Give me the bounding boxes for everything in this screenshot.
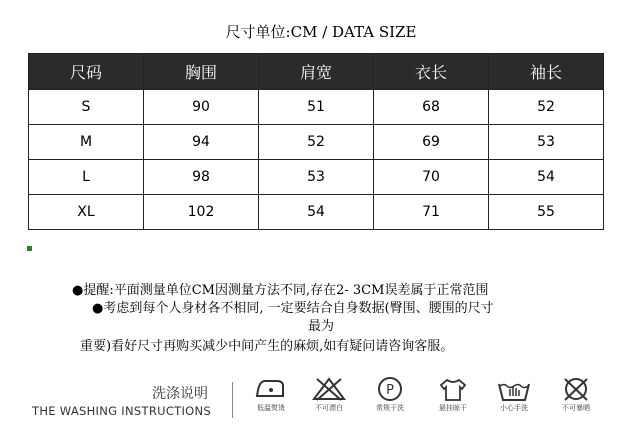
table-cell: 102 xyxy=(144,195,259,230)
care-label: 低温熨烫 xyxy=(257,404,285,412)
care-label: 不可漂白 xyxy=(315,404,343,412)
washing-title-en: THE WASHING INSTRUCTIONS xyxy=(32,404,212,418)
header-size: 尺码 xyxy=(29,54,144,90)
header-shoulder: 肩宽 xyxy=(259,54,374,90)
dry-clean-p-icon xyxy=(372,376,408,402)
table-cell: 69 xyxy=(374,125,489,160)
note-line-2: ●考虑到每个人身材各不相同, 一定要结合自身数据(臀围、腰围的尺寸 xyxy=(92,301,494,316)
table-row xyxy=(29,90,604,125)
table-cell: L xyxy=(29,160,144,195)
hang-dry-icon xyxy=(435,376,471,402)
table-cell: 70 xyxy=(374,160,489,195)
table-cell: 53 xyxy=(489,125,604,160)
note-line-1: ●提醒:平面测量单位CM因测量方法不同,存在2- 3CM误差属于正常范围 xyxy=(72,283,489,298)
page-title: 尺寸单位:CM / DATA SIZE xyxy=(225,23,417,41)
washing-title-cn: 洗涤说明 xyxy=(152,386,208,402)
table-cell: 94 xyxy=(144,125,259,160)
care-item-dry-clean xyxy=(358,376,422,413)
svg-text:P: P xyxy=(386,383,394,398)
table-cell: 52 xyxy=(259,125,374,160)
care-label: 小心手洗 xyxy=(500,404,528,412)
care-label: 常规干洗 xyxy=(376,404,404,412)
care-item-iron xyxy=(239,376,303,413)
no-bleach-icon xyxy=(311,376,347,402)
note-line-2b: 最为 xyxy=(307,319,334,334)
accent-dot xyxy=(27,246,32,251)
table-cell: 55 xyxy=(489,195,604,230)
iron-low-icon xyxy=(253,376,289,402)
divider xyxy=(232,382,233,418)
size-table xyxy=(28,53,604,230)
table-cell: 54 xyxy=(489,160,604,195)
table-row xyxy=(29,125,604,160)
care-label: 悬挂晾干 xyxy=(439,404,467,412)
table-cell: 54 xyxy=(259,195,374,230)
care-item-hang-dry xyxy=(421,376,485,413)
header-sleeve: 袖长 xyxy=(489,54,604,90)
care-item-no-bleach xyxy=(297,376,361,413)
table-cell: 53 xyxy=(259,160,374,195)
table-cell: 52 xyxy=(489,90,604,125)
header-chest: 胸围 xyxy=(144,54,259,90)
header-length: 衣长 xyxy=(374,54,489,90)
care-label: 不可暴晒 xyxy=(562,404,590,412)
note-line-3: 重要)看好尺寸再购买减少中间产生的麻烦,如有疑问请咨询客服。 xyxy=(80,339,454,354)
table-cell: 98 xyxy=(144,160,259,195)
care-item-no-tumble xyxy=(544,376,608,413)
table-header-row xyxy=(29,54,604,90)
table-cell: 90 xyxy=(144,90,259,125)
table-cell: 68 xyxy=(374,90,489,125)
no-tumble-dry-icon xyxy=(558,376,594,402)
table-cell: XL xyxy=(29,195,144,230)
table-row xyxy=(29,195,604,230)
table-cell: 51 xyxy=(259,90,374,125)
table-cell: S xyxy=(29,90,144,125)
table-row xyxy=(29,160,604,195)
table-cell: M xyxy=(29,125,144,160)
hand-wash-icon xyxy=(496,376,532,402)
care-item-hand-wash xyxy=(482,376,546,413)
table-cell: 71 xyxy=(374,195,489,230)
